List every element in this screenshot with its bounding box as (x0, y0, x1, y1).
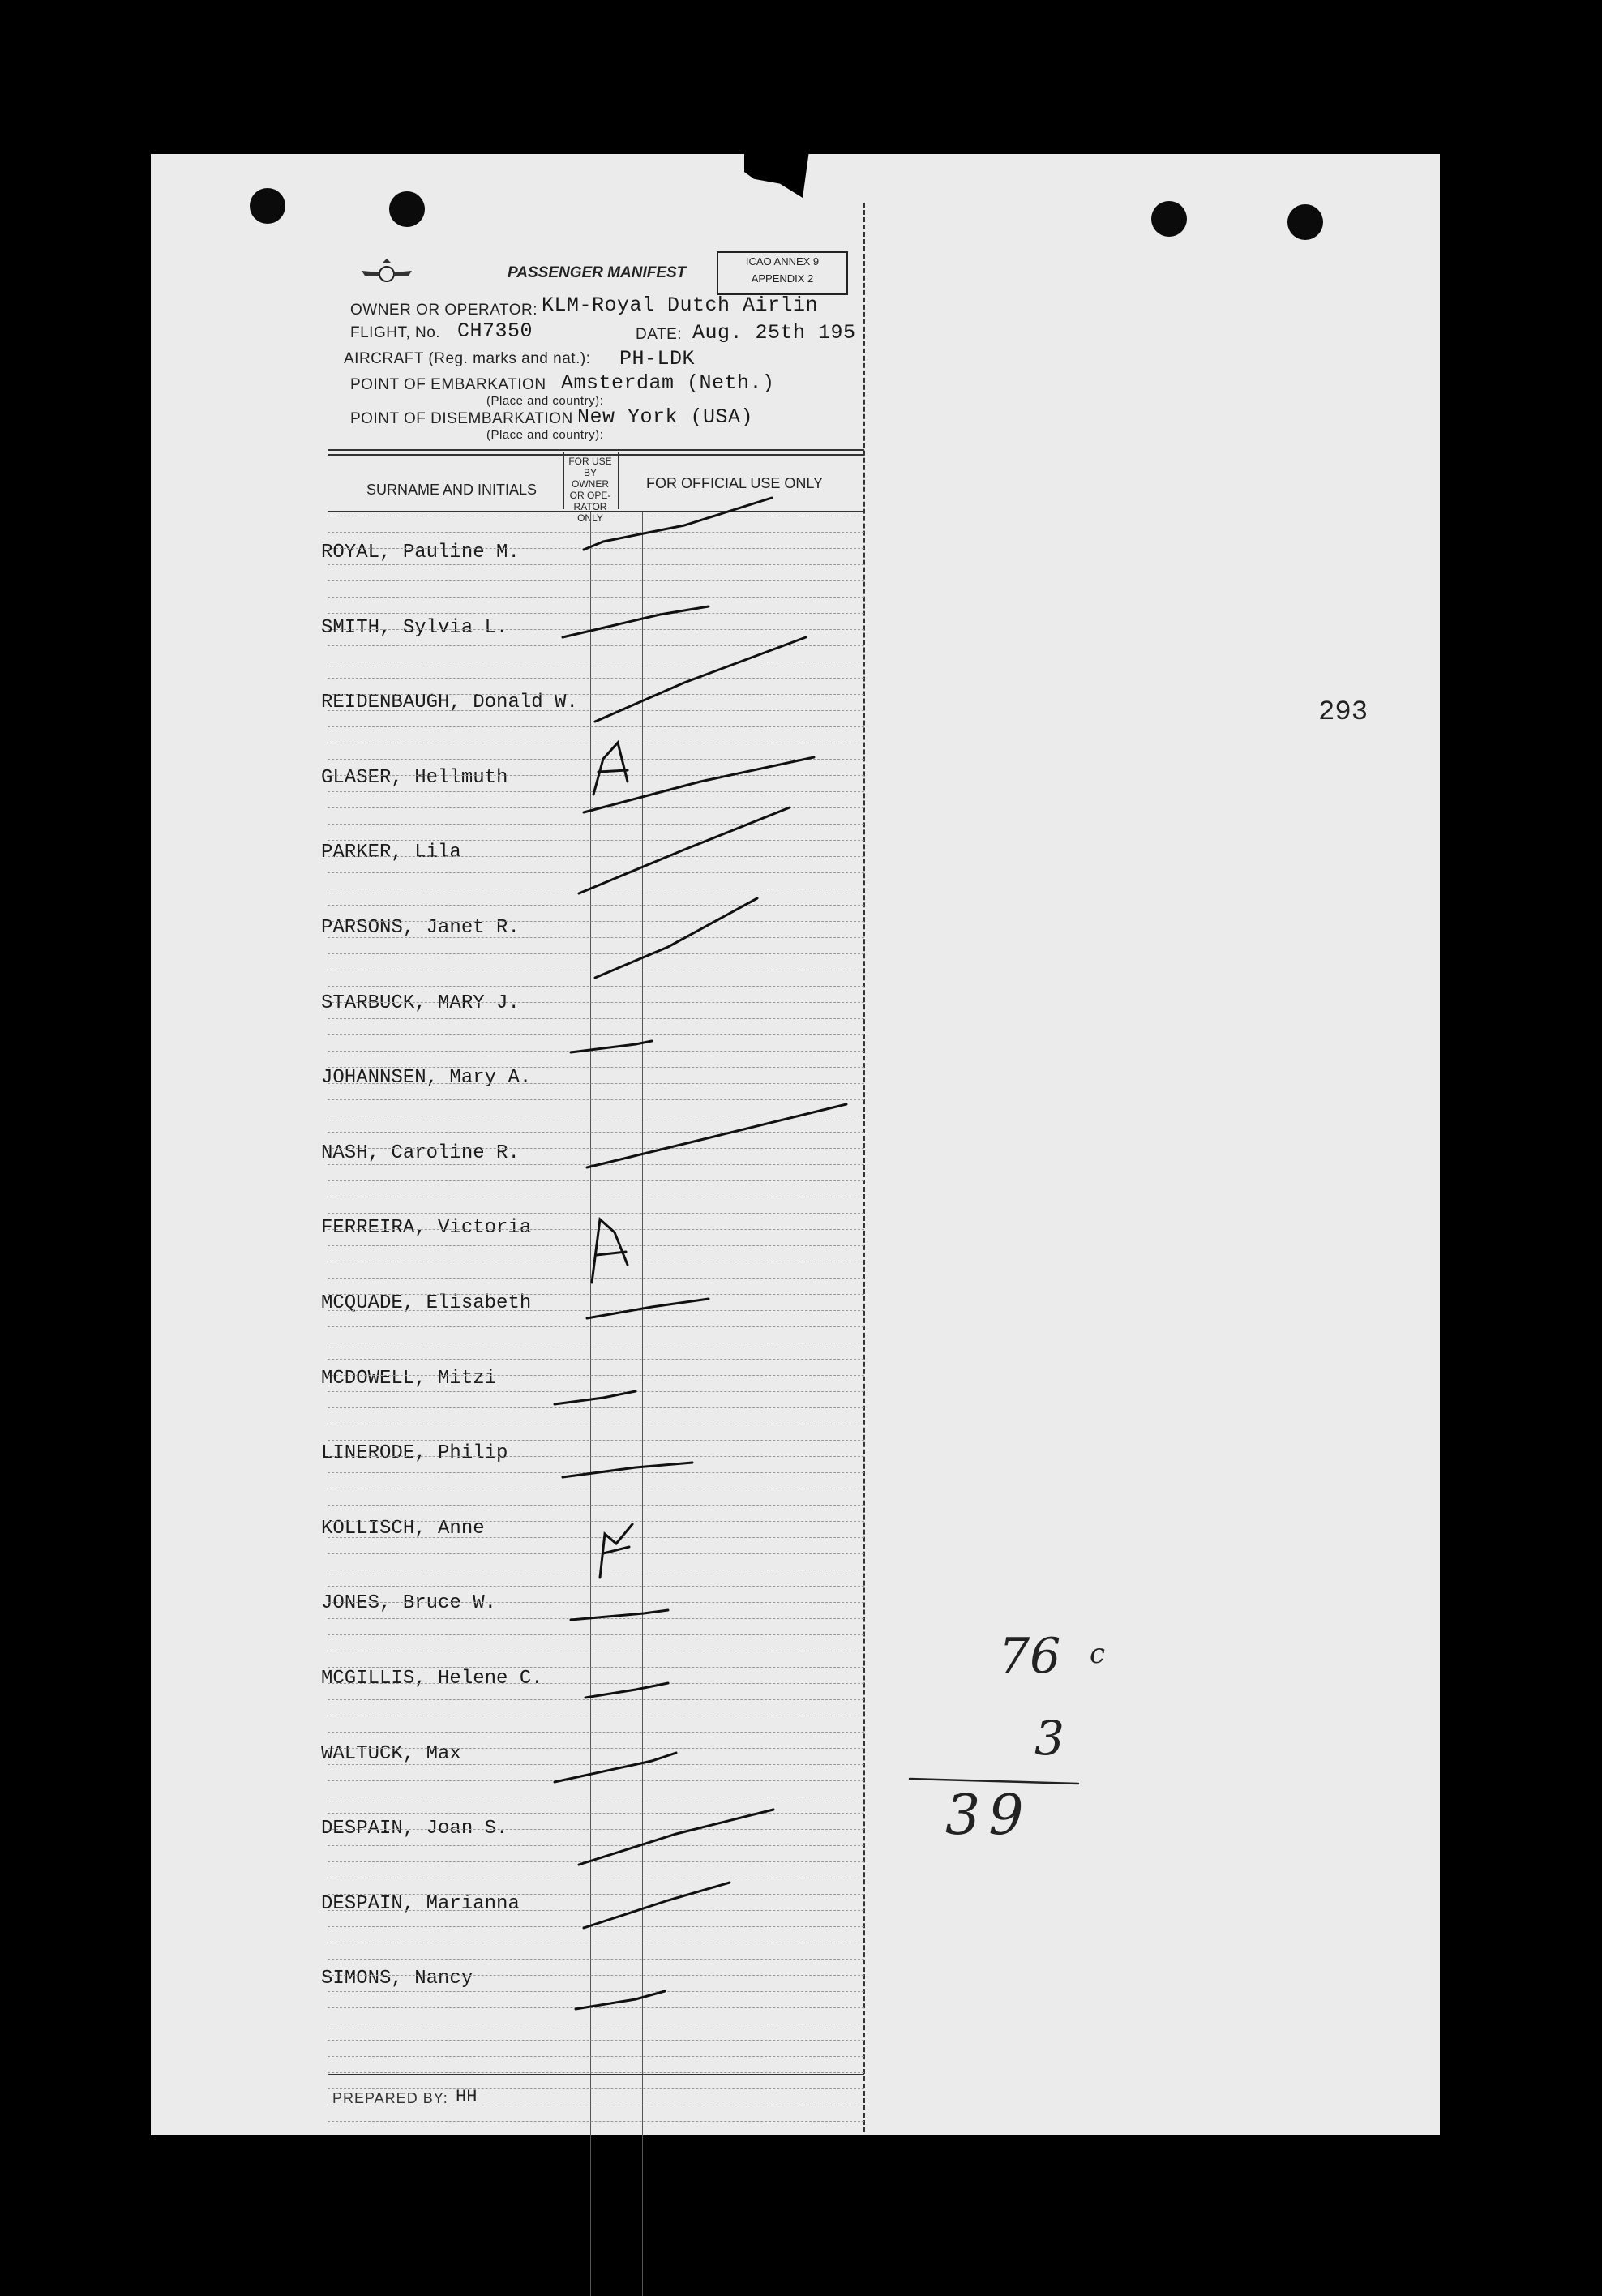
page-number: 293 (1318, 697, 1369, 728)
check-mark (555, 1391, 636, 1404)
passenger-name: DESPAIN, Joan S. (321, 1818, 508, 1840)
passenger-name: PARSONS, Janet R. (321, 917, 520, 939)
flight-value: CH7350 (457, 319, 533, 343)
check-mark (595, 637, 806, 722)
passenger-name: GLASER, Hellmuth (321, 766, 508, 789)
passenger-name: FERREIRA, Victoria (321, 1217, 532, 1240)
prepared-by-value: HH (456, 2087, 478, 2107)
passenger-name: DESPAIN, Marianna (321, 1892, 520, 1915)
date-label: DATE: (636, 326, 683, 343)
punch-hole (1287, 204, 1323, 240)
ruled-line (328, 2121, 864, 2122)
aircraft-label: AIRCRAFT (Reg. marks and nat.): (344, 350, 591, 367)
arrival-mark (592, 1219, 628, 1283)
passenger-name: WALTUCK, Max (321, 1742, 461, 1765)
check-mark (584, 757, 814, 812)
passenger-name: KOLLISCH, Anne (321, 1517, 485, 1540)
handwritten-sup: c (1090, 1638, 1106, 1670)
passenger-name: NASH, Caroline R. (321, 1142, 520, 1164)
manifest-form (321, 240, 864, 2121)
embarkation-label: POINT OF EMBARKATION (350, 376, 546, 393)
owner-value: KLM-Royal Dutch Airlin (542, 293, 819, 317)
disembarkation-value: New York (USA) (577, 405, 754, 429)
check-mark (563, 606, 709, 637)
passenger-name: LINERODE, Philip (321, 1442, 508, 1465)
check-mark (563, 1463, 692, 1477)
prepared-by-label: PREPARED BY: (332, 2090, 448, 2106)
disembarkation-label: POINT OF DISEMBARKATION (350, 410, 573, 427)
punch-hole (1151, 201, 1187, 237)
check-mark (584, 498, 772, 550)
arrival-mark (593, 743, 628, 795)
punch-hole (389, 191, 425, 227)
owner-label: OWNER OR OPERATOR: (350, 302, 538, 319)
manifest-title: PASSENGER MANIFEST (508, 264, 687, 281)
check-mark (587, 1104, 846, 1167)
date-value: Aug. 25th 195 (692, 321, 856, 345)
punch-hole (250, 188, 285, 224)
check-mark (595, 898, 757, 978)
passenger-name: JOHANNSEN, Mary A. (321, 1067, 532, 1090)
check-mark (571, 1041, 652, 1052)
surname-column-header: SURNAME AND INITIALS (366, 482, 538, 498)
place-country-note: (Place and country): (486, 428, 604, 442)
icao-line-2: APPENDIX 2 (751, 272, 814, 285)
official-use-column-header: FOR OFFICIAL USE ONLY (645, 475, 824, 491)
flight-label: FLIGHT, No. (350, 324, 441, 341)
check-mark (576, 1991, 665, 2009)
handwritten-middle: 3 (1034, 1711, 1064, 1766)
check-mark (584, 1883, 730, 1928)
passenger-name: MCQUADE, Elisabeth (321, 1292, 532, 1314)
check-marks (328, 240, 864, 2121)
handwritten-bottom: 39 (945, 1784, 1032, 1848)
passenger-name: MCDOWELL, Mitzi (321, 1367, 497, 1390)
check-mark (585, 1683, 668, 1698)
passenger-name: PARKER, Lila (321, 842, 461, 864)
check-mark (579, 807, 790, 893)
handwritten-top: 76 (999, 1628, 1061, 1685)
check-mark (587, 1299, 709, 1318)
passenger-name: MCGILLIS, Helene C. (321, 1668, 543, 1690)
check-mark (579, 1810, 773, 1865)
owner-use-column-header: FOR USE BY OWNER OR OPE-RATOR ONLY (568, 456, 612, 524)
passenger-name: SMITH, Sylvia L. (321, 616, 508, 639)
aircraft-value: PH-LDK (619, 347, 696, 371)
check-mark (571, 1610, 668, 1620)
embarkation-value: Amsterdam (Neth.) (561, 371, 775, 395)
passenger-name: SIMONS, Nancy (321, 1968, 473, 1990)
place-country-note: (Place and country): (486, 394, 604, 408)
passenger-name: STARBUCK, MARY J. (321, 992, 520, 1014)
passenger-name: REIDENBAUGH, Donald W. (321, 692, 578, 714)
passenger-name: ROYAL, Pauline M. (321, 542, 520, 563)
passenger-name: JONES, Bruce W. (321, 1592, 497, 1615)
icao-line-1: ICAO ANNEX 9 (745, 255, 820, 268)
check-mark (555, 1753, 676, 1782)
